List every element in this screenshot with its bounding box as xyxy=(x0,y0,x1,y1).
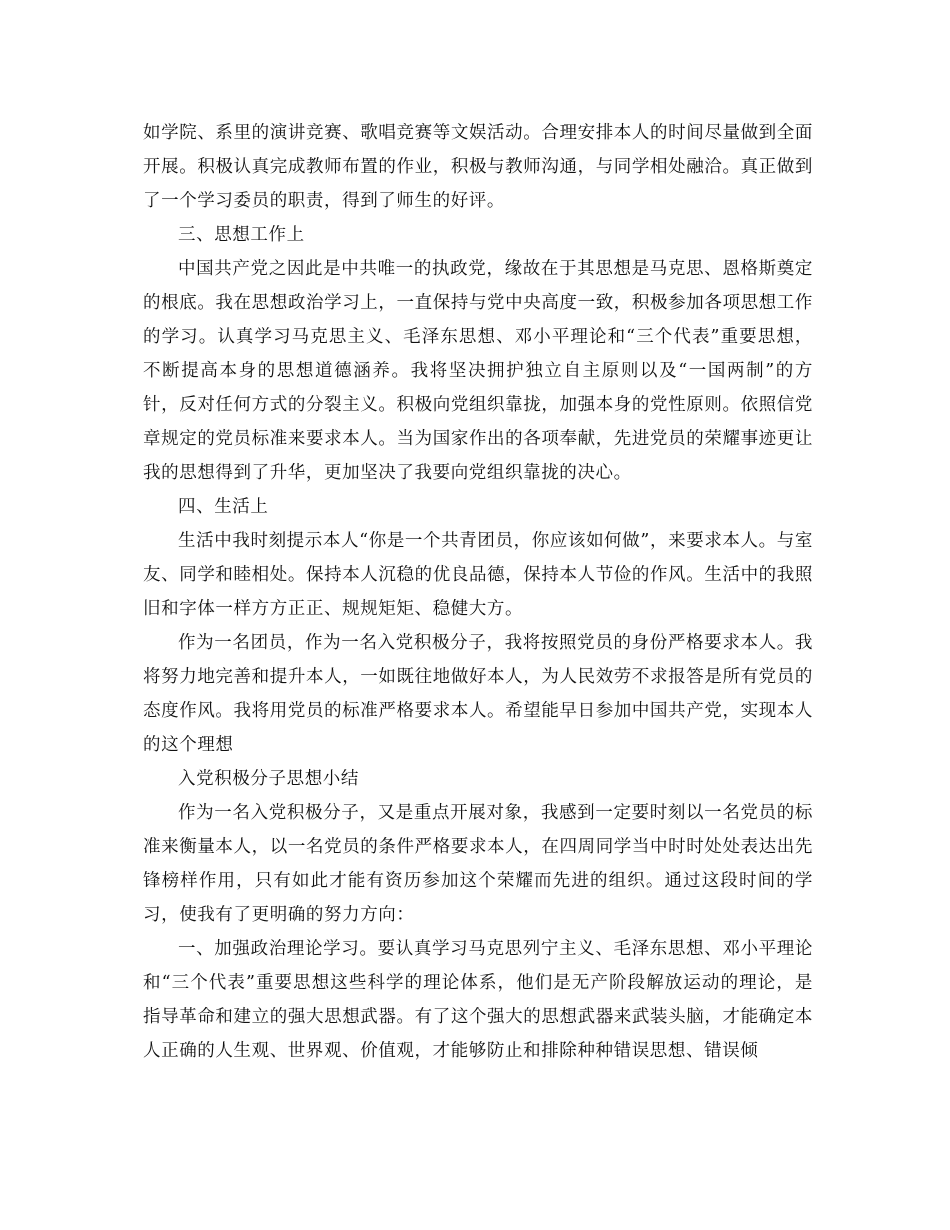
paragraph-activities: 如学院、系里的演讲竞赛、歌唱竞赛等文娱活动。合理安排本人的时间尽量做到全面开展。积极认真完成教师布置的作业，积极与教师沟通，与同学相处融洽。真正做到了一个学习委员的职责，得到了师生的好评。 xyxy=(143,123,813,211)
paragraph-thought-work: 中国共产党之因此是中共唯一的执政党，缘故在于其思想是马克思、恩格斯奠定的根底。我在思想政治学习上，一直保持与党中央高度一致，积极参加各项思想工作的学习。认真学习马克思主义、毛泽东思想、邓小平理论和“三个代表”重要思想，不断提高本身的思想道德涵养。我将坚决拥护独立自主原则以及“一国两制”的方针，反对任何方式的分裂主义。积极向党组织靠拢，加强本身的党性原则。依照信党章规定的党员标准来要求本人。当为国家作出的各项奉献，先进党员的荣耀事迹更让我的思想得到了升华，更加坚决了我要向党组织靠拢的决心。 xyxy=(143,259,813,483)
heading-thought-work: 三、思想工作上 xyxy=(178,225,305,245)
document-body xyxy=(143,116,813,1068)
paragraph-member-commitment: 作为一名团员，作为一名入党积极分子，我将按照党员的身份严格要求本人。我将努力地完善和提升本人，一如既往地做好本人，为人民效劳不求报答是所有党员的态度作风。我将用党员的标准严格要求本人。希望能早日参加中国共产党，实现本人的这个理想 xyxy=(143,633,813,755)
paragraph-summary-intro: 作为一名入党积极分子，又是重点开展对象，我感到一定要时刻以一名党员的标准来衡量本人，以一名党员的条件严格要求本人，在四周同学当中时时处处表达出先锋榜样作用，只有如此才能有资历参加这个荣耀而先进的组织。通过这段时间的学习，使我有了更明确的努力方向： xyxy=(143,803,813,925)
paragraph-political-study: 一、加强政治理论学习。要认真学习马克思列宁主义、毛泽东思想、邓小平理论和“三个代表”重要思想这些科学的理论体系，他们是无产阶段解放运动的理论，是指导革命和建立的强大思想武器。有了这个强大的思想武器来武装头脑，才能确定本人正确的人生观、世界观、价值观，才能够防止和排除种种错误思想、错误倾 xyxy=(143,939,813,1061)
paragraph-life: 生活中我时刻提示本人“你是一个共青团员，你应该如何做”，来要求本人。与室友、同学和睦相处。保持本人沉稳的优良品德，保持本人节俭的作风。生活中的我照旧和字体一样方方正正、规规矩矩、稳健大方。 xyxy=(143,531,813,619)
heading-summary: 入党积极分子思想小结 xyxy=(178,769,359,789)
heading-life: 四、生活上 xyxy=(178,497,269,517)
